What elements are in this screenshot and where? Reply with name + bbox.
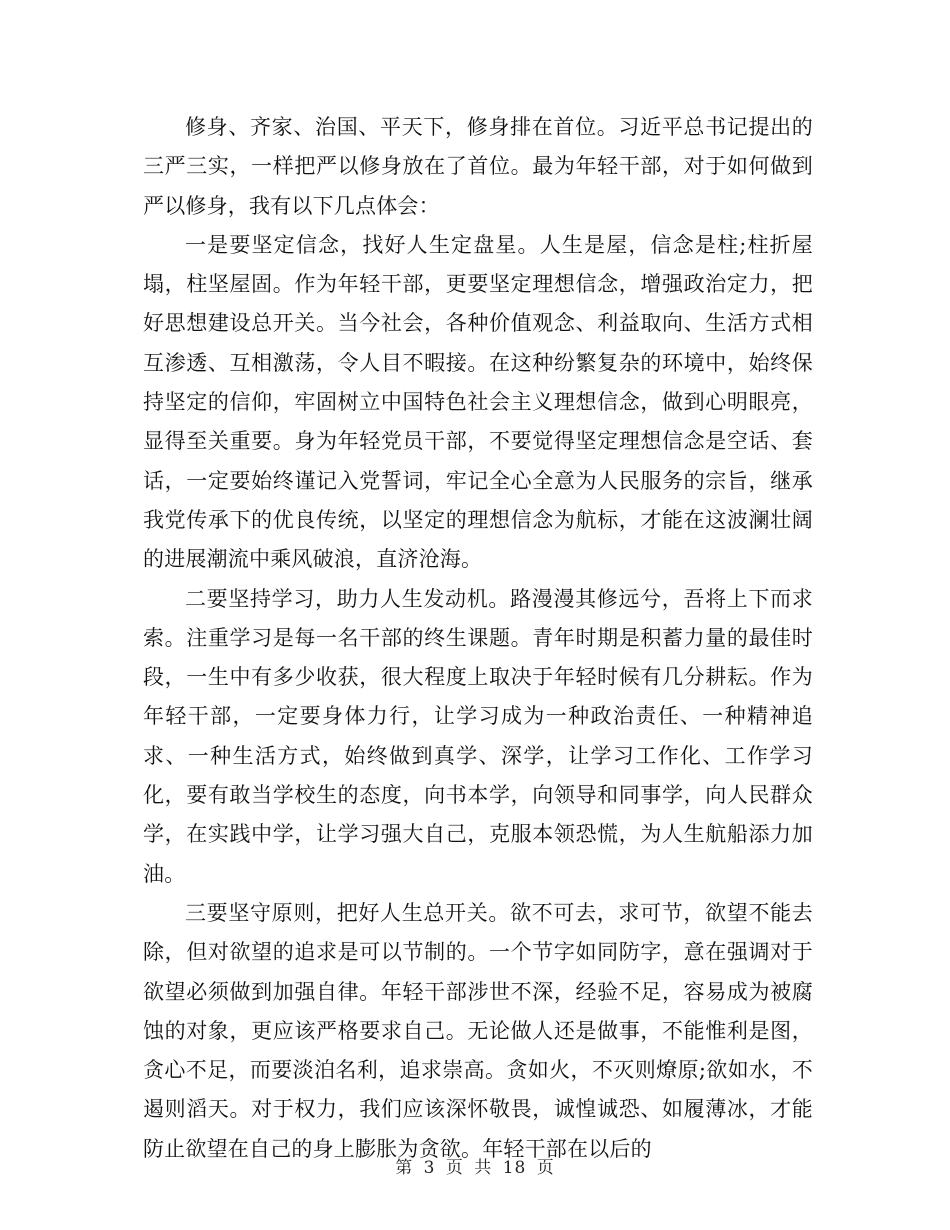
paragraph-point-two: 二要坚持学习，助力人生发动机。路漫漫其修远兮，吾将上下而求索。注重学习是每一名干部的终生课题。青年时期是积蓄力量的最佳时段，一生中有多少收获，很大程度上取决于年轻时候有几分耕耘。作为年轻干部，一定要身体力行，让学习成为一种政治责任、一种精神追求、一种生活方式，始终做到真学、深学，让学习工作化、工作学习化，要有敢当学校生的态度，向书本学，向领导和同事学，向人民群众学，在实践中学，让学习强大自己，克服本领恐慌，为人生航船添力加油。 bbox=[143, 586, 813, 886]
footer-prefix: 第 bbox=[395, 1158, 414, 1178]
current-page-number: 3 bbox=[423, 1158, 436, 1178]
document-body bbox=[143, 108, 813, 1169]
footer-page-word: 页 bbox=[445, 1158, 464, 1178]
footer-total-word: 共 bbox=[474, 1158, 493, 1178]
total-page-number: 18 bbox=[502, 1158, 527, 1178]
paragraph-point-one: 一是要坚定信念，找好人生定盘星。人生是屋，信念是柱;柱折屋塌，柱坚屋固。作为年轻干部，更要坚定理想信念，增强政治定力，把好思想建设总开关。当今社会，各种价值观念、利益取向、生活方式相互渗透、互相激荡，令人目不暇接。在这种纷繁复杂的环境中，始终保持坚定的信仰，牢固树立中国特色社会主义理想信念，做到心明眼亮，显得至关重要。身为年轻党员干部，不要觉得坚定理想信念是空话、套话，一定要始终谨记入党誓词，牢记全心全意为人民服务的宗旨，继承我党传承下的优良传统，以坚定的理想信念为航标，才能在这波澜壮阔的进展潮流中乘风破浪，直济沧海。 bbox=[143, 232, 813, 572]
footer-suffix: 页 bbox=[536, 1158, 555, 1178]
paragraph-intro: 修身、齐家、治国、平天下，修身排在首位。习近平总书记提出的三严三实，一样把严以修身放在了首位。最为年轻干部，对于如何做到严以修身，我有以下几点体会： bbox=[143, 115, 813, 218]
page-footer bbox=[0, 1153, 950, 1178]
paragraph-point-three: 三要坚守原则，把好人生总开关。欲不可去，求可节，欲望不能去除，但对欲望的追求是可以节制的。一个节字如同防字，意在强调对于欲望必须做到加强自律。年轻干部涉世不深，经验不足，容易成为被腐蚀的对象，更应该严格要求自己。无论做人还是做事，不能惟利是图，贪心不足，而要淡泊名利，追求崇高。贪如火，不灭则燎原;欲如水，不遏则滔天。对于权力，我们应该深怀敬畏，诚惶诚恐、如履薄冰，才能防止欲望在自己的身上膨胀为贪欲。年轻干部在以后的 bbox=[143, 900, 813, 1161]
